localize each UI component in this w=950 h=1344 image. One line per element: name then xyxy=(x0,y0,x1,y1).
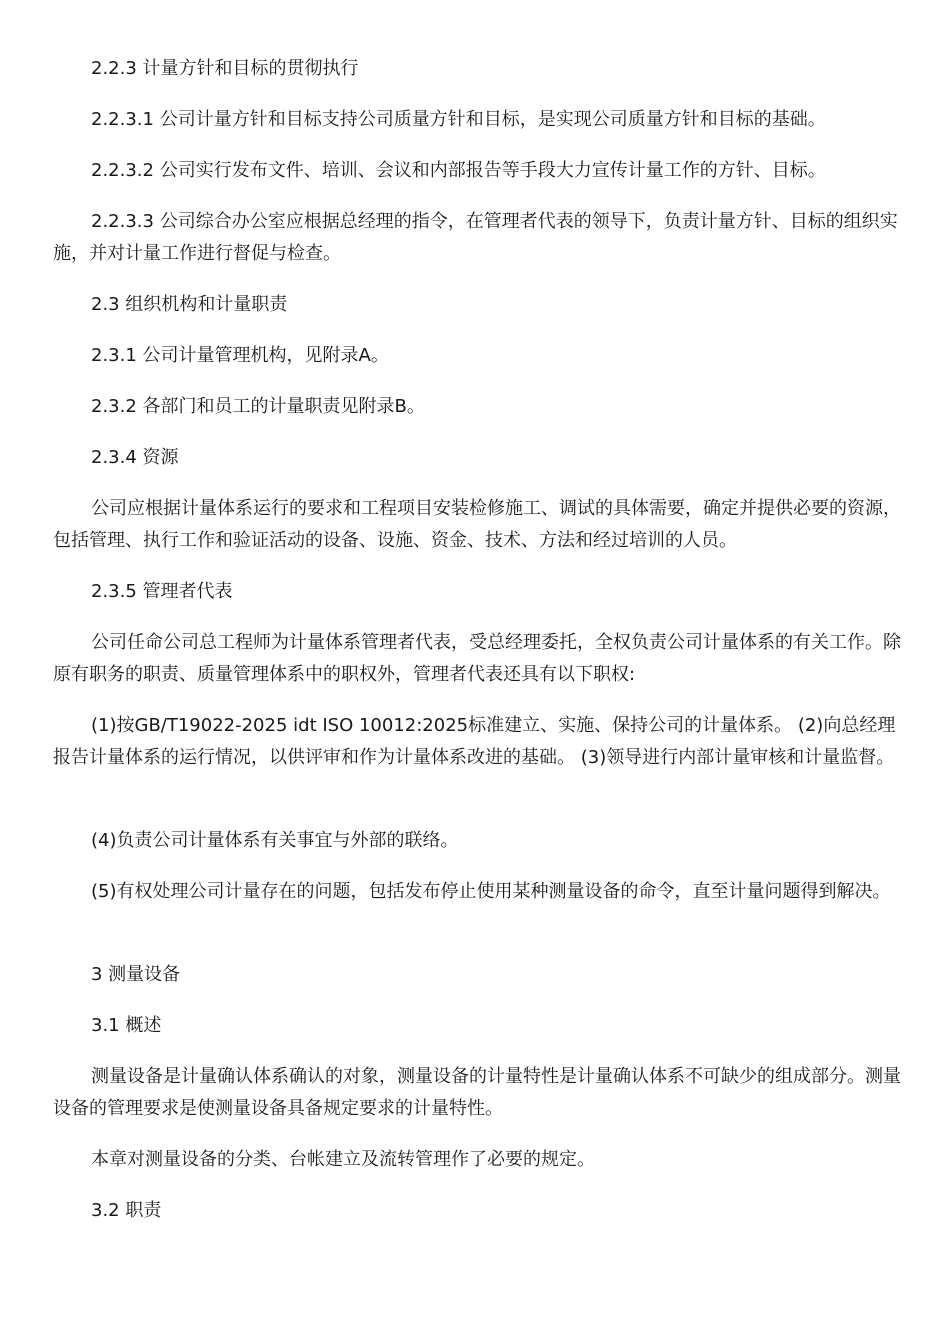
paragraph-authority-4: (4)负责公司计量体系有关事宜与外部的联络。 xyxy=(91,830,459,851)
paragraph-2-3-2: 2.3.2 各部门和员工的计量职责见附录B。 xyxy=(91,396,425,417)
paragraph-2-2-3-2: 2.2.3.2 公司实行发布文件、培训、会议和内部报告等手段大力宣传计量工作的方针、目标。 xyxy=(91,160,826,181)
heading-3-2: 3.2 职责 xyxy=(91,1200,162,1221)
paragraph-overview: 测量设备是计量确认体系确认的对象，测量设备的计量特性是计量确认体系不可缺少的组成部分。测量设备的管理要求是使测量设备具备规定要求的计量特性。 xyxy=(53,1066,901,1119)
paragraph-2-2-3-3: 2.2.3.3 公司综合办公室应根据总经理的指令，在管理者代表的领导下，负责计量方针、目标的组织实施，并对计量工作进行督促与检查。 xyxy=(53,211,898,264)
paragraph-authority-1-3: (1)按GB/T19022-2025 idt ISO 10012:2025标准建立、实施、保持公司的计量体系。 (2)向总经理报告计量体系的运行情况，以供评审和作为计量体系改进的基础。 (3)领导进行内部计量审核和计量监督。 xyxy=(53,715,896,768)
heading-2-3-4: 2.3.4 资源 xyxy=(91,447,179,468)
paragraph-authority-5: (5)有权处理公司计量存在的问题，包括发布停止使用某种测量设备的命令，直至计量问题得到解决。 xyxy=(91,881,891,902)
paragraph-resources: 公司应根据计量体系运行的要求和工程项目安装检修施工、调试的具体需要，确定并提供必要的资源，包括管理、执行工作和验证活动的设备、设施、资金、技术、方法和经过培训的人员。 xyxy=(53,498,901,551)
heading-2-3: 2.3 组织机构和计量职责 xyxy=(91,294,288,315)
paragraph-management-representative: 公司任命公司总工程师为计量体系管理者代表，受总经理委托，全权负责公司计量体系的有关工作。除原有职务的职责、质量管理体系中的职权外，管理者代表还具有以下职权: xyxy=(53,632,901,685)
heading-3-1: 3.1 概述 xyxy=(91,1015,162,1036)
heading-2-2-3: 2.2.3 计量方针和目标的贯彻执行 xyxy=(91,58,359,79)
heading-2-3-5: 2.3.5 管理者代表 xyxy=(91,581,233,602)
paragraph-2-3-1: 2.3.1 公司计量管理机构，见附录A。 xyxy=(91,345,389,366)
paragraph-2-2-3-1: 2.2.3.1 公司计量方针和目标支持公司质量方针和目标，是实现公司质量方针和目标的基础。 xyxy=(91,109,826,130)
paragraph-chapter-scope: 本章对测量设备的分类、台帐建立及流转管理作了必要的规定。 xyxy=(91,1149,595,1170)
heading-3: 3 测量设备 xyxy=(91,964,181,985)
